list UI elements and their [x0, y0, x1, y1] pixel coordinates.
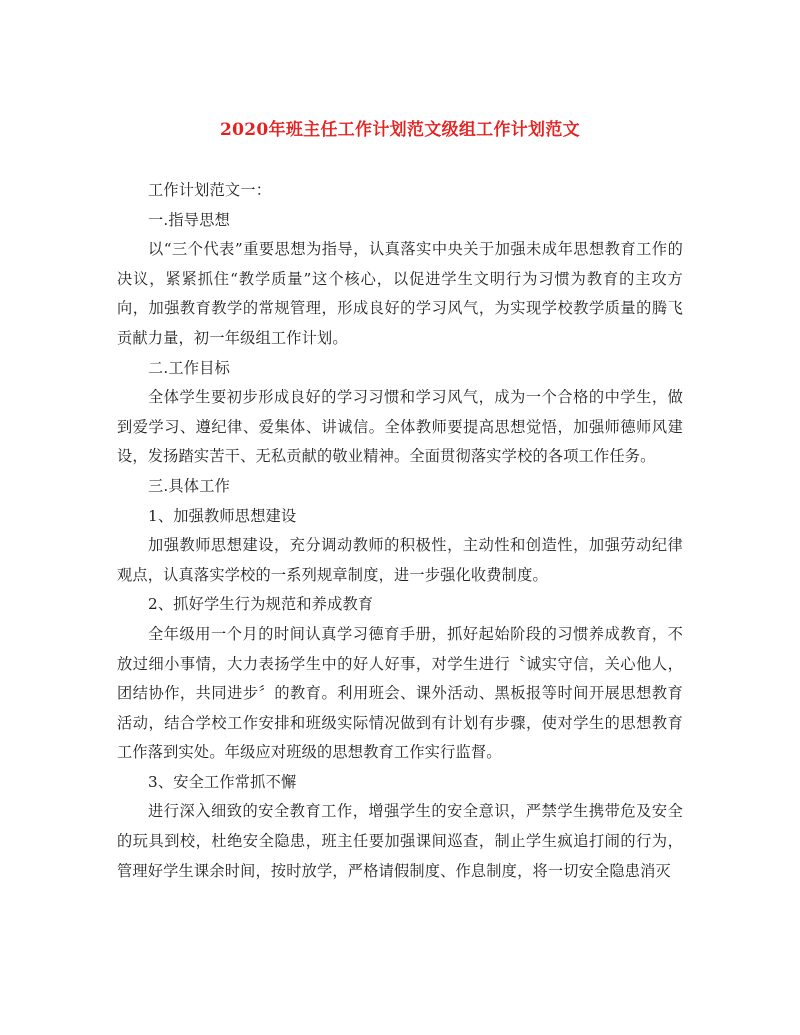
paragraph-teacher-ideology: 加强教师思想建设，充分调动教师的积极性，主动性和创造性，加强劳动纪律观点，认真落实学校的一系列规章制度，进一步强化收费制度。 [117, 536, 683, 584]
heading-specific-work: 三.具体工作 [148, 476, 230, 495]
paragraph-work-goals: 全体学生要初步形成良好的学习习惯和学习风气，成为一个合格的中学生，做到爱学习、遵纪律、爱集体、讲诚信。全体教师要提高思想觉悟，加强师德师风建设，发扬踏实苦干、无私贡献的敬业精神。全面贯彻落实学校的各项工作任务。 [117, 388, 683, 466]
heading-guiding-ideology: 一.指导思想 [148, 210, 230, 229]
heading-work-goals: 二.工作目标 [148, 358, 230, 377]
subheading-student-behavior: 2、抓好学生行为规范和养成教育 [148, 595, 374, 614]
paragraph-intro: 工作计划范文一： [148, 181, 272, 199]
paragraph-safety: 进行深入细致的安全教育工作，增强学生的安全意识，严禁学生携带危及安全的玩具到校，杜绝安全隐患，班主任要加强课间巡查，制止学生疯追打闹的行为，管理好学生课余时间，按时放学，严格请假制度、作息制度，将一切安全隐患消灭 [117, 802, 683, 880]
subheading-teacher-ideology: 1、加强教师思想建设 [148, 506, 297, 525]
subheading-safety: 3、安全工作常抓不懈 [148, 772, 297, 791]
document-body [117, 176, 683, 886]
document-title: 2020年班主任工作计划范文级组工作计划范文 [220, 120, 580, 140]
paragraph-student-behavior: 全年级用一个月的时间认真学习德育手册，抓好起始阶段的习惯养成教育，不放过细小事情，大力表扬学生中的好人好事，对学生进行〝诚实守信，关心他人，团结协作，共同进步〞的教育。利用班会、课外活动、黑板报等时间开展思想教育活动，结合学校工作安排和班级实际情况做到有计划有步骤，使对学生的思想教育工作落到实处。年级应对班级的思想教育工作实行监督。 [117, 624, 683, 762]
paragraph-guiding-ideology: 以“三个代表”重要思想为指导，认真落实中央关于加强未成年思想教育工作的决议，紧紧抓住“教学质量”这个核心，以促进学生文明行为习惯为教育的主攻方向，加强教育教学的常规管理，形成良好的学习风气，为实现学校教学质量的腾飞贡献力量，初一年级组工作计划。 [117, 240, 683, 347]
